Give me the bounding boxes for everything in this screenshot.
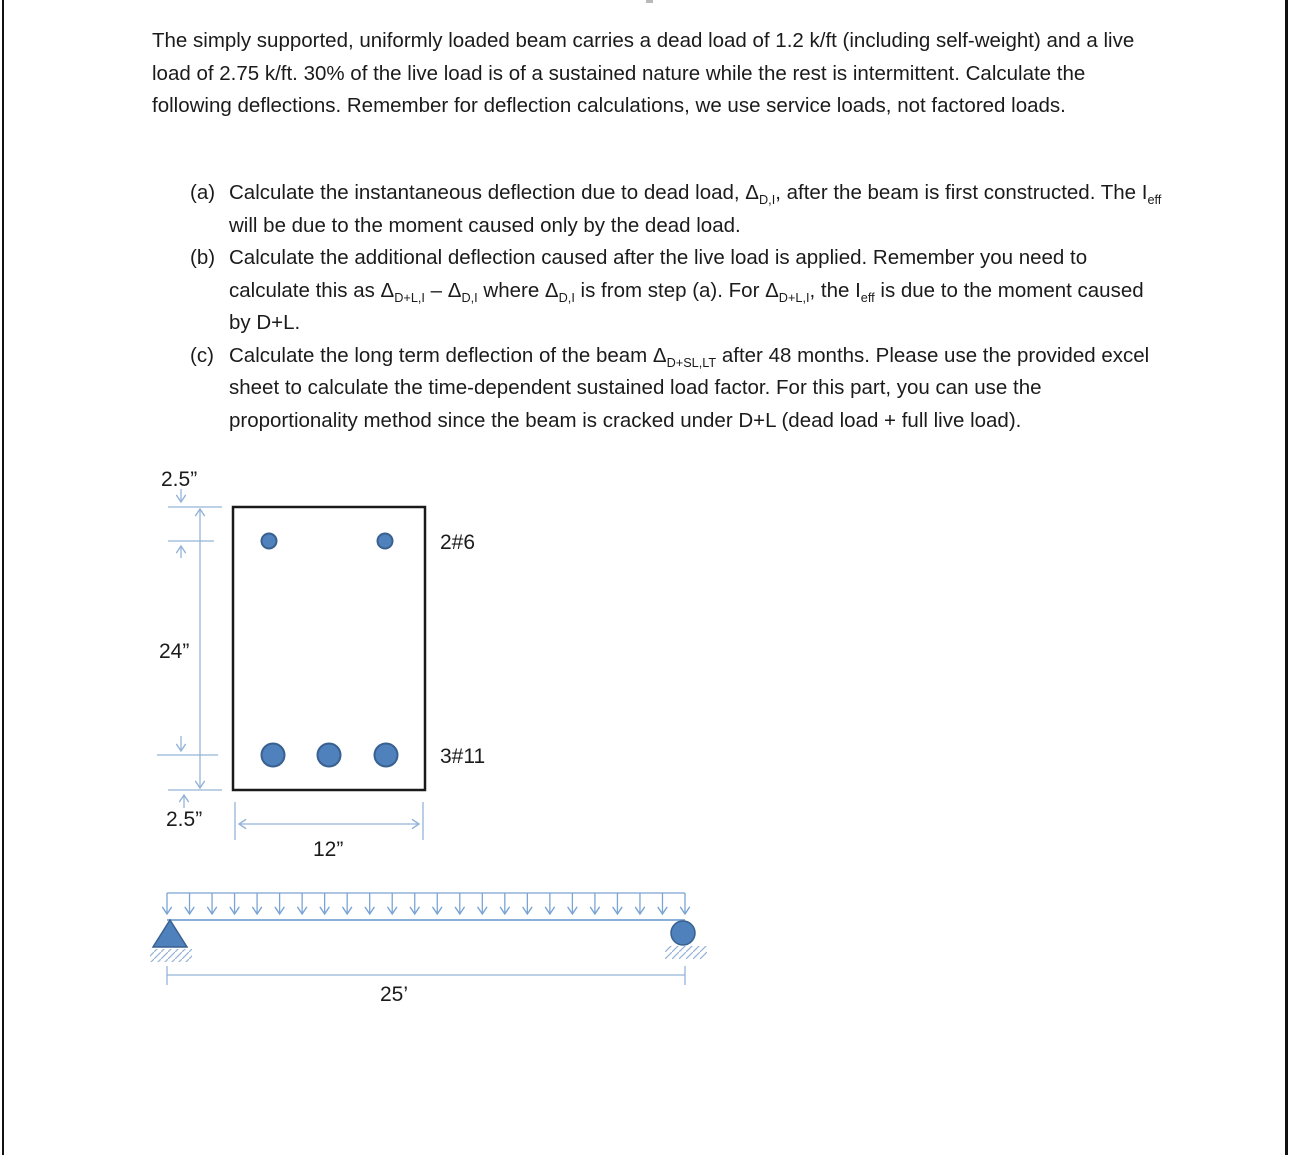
list-item-b (190, 242, 1165, 340)
pin-support-triangle (153, 920, 187, 947)
bottom-cover-dimension-label: 2.5” (166, 808, 203, 831)
bottom-bars-callout: 3#11 (440, 745, 486, 768)
cross-section-diagram (140, 455, 740, 870)
page-border-left (2, 0, 4, 1155)
roller-support-hatching (665, 946, 707, 959)
top-bars-callout: 2#6 (440, 531, 476, 554)
span-dimension-label: 25’ (380, 983, 409, 1006)
top-cover-dimension-label: 2.5” (161, 468, 198, 491)
list-marker: (c) (190, 343, 214, 367)
bottom-rebar (262, 744, 285, 767)
width-dimension-label: 12” (313, 838, 344, 861)
list-item-text: Calculate the instantaneous deflection due to dead load, $\Delta_{D,I}$, after the beam is first constructed. The $I_{eff}$ will be due to the moment caused only by the dead load. (229, 181, 1162, 237)
bottom-rebar (375, 744, 398, 767)
pin-support-hatching (150, 949, 192, 962)
distributed-load-arrows (167, 893, 685, 914)
roller-support-circle (671, 921, 695, 945)
list-item-a (190, 177, 1165, 242)
list-item-c (190, 340, 1165, 438)
top-rebar (262, 534, 277, 549)
list-item-text: Calculate the long term deflection of the beam $\Delta_{D+SL,LT}$ after 48 months. Please use the provided excel sheet to calculate the time-dependent sustained load factor. For this part, you can use the proportionality method since the beam is cracked under D+L (dead load + full live load). (229, 343, 1150, 432)
list-marker: (b) (190, 246, 216, 269)
top-rebar (378, 534, 393, 549)
intro-paragraph: The simply supported, uniformly loaded beam carries a dead load of 1.2 k/ft (including self-weight) and a live load of 2.75 k/ft. 30% of the live load is of a sustained nature while the rest is intermittent. Calculate the following deflections. Remember for deflection calculations, we use service loads, not factored loads. (152, 29, 1135, 117)
list-item-text: Calculate the additional deflection caused after the live load is applied. Remember you need to calculate this as $\Delta_{D+L,I} - \Delta_{D,I}$ where $\Delta_{D,I}$ is from step (a). For $\Delta_{D+L,I}$, the $I_{eff}$ is due to the moment caused by D+L. (229, 246, 1144, 334)
problem-parts-list (190, 177, 1165, 437)
page-border-right (1285, 0, 1288, 1155)
beam-loading-diagram (140, 880, 760, 1010)
cropped-header-artifact (646, 0, 653, 3)
list-marker: (a) (190, 181, 216, 204)
bottom-rebar (318, 744, 341, 767)
height-dimension-label: 24” (159, 640, 190, 663)
